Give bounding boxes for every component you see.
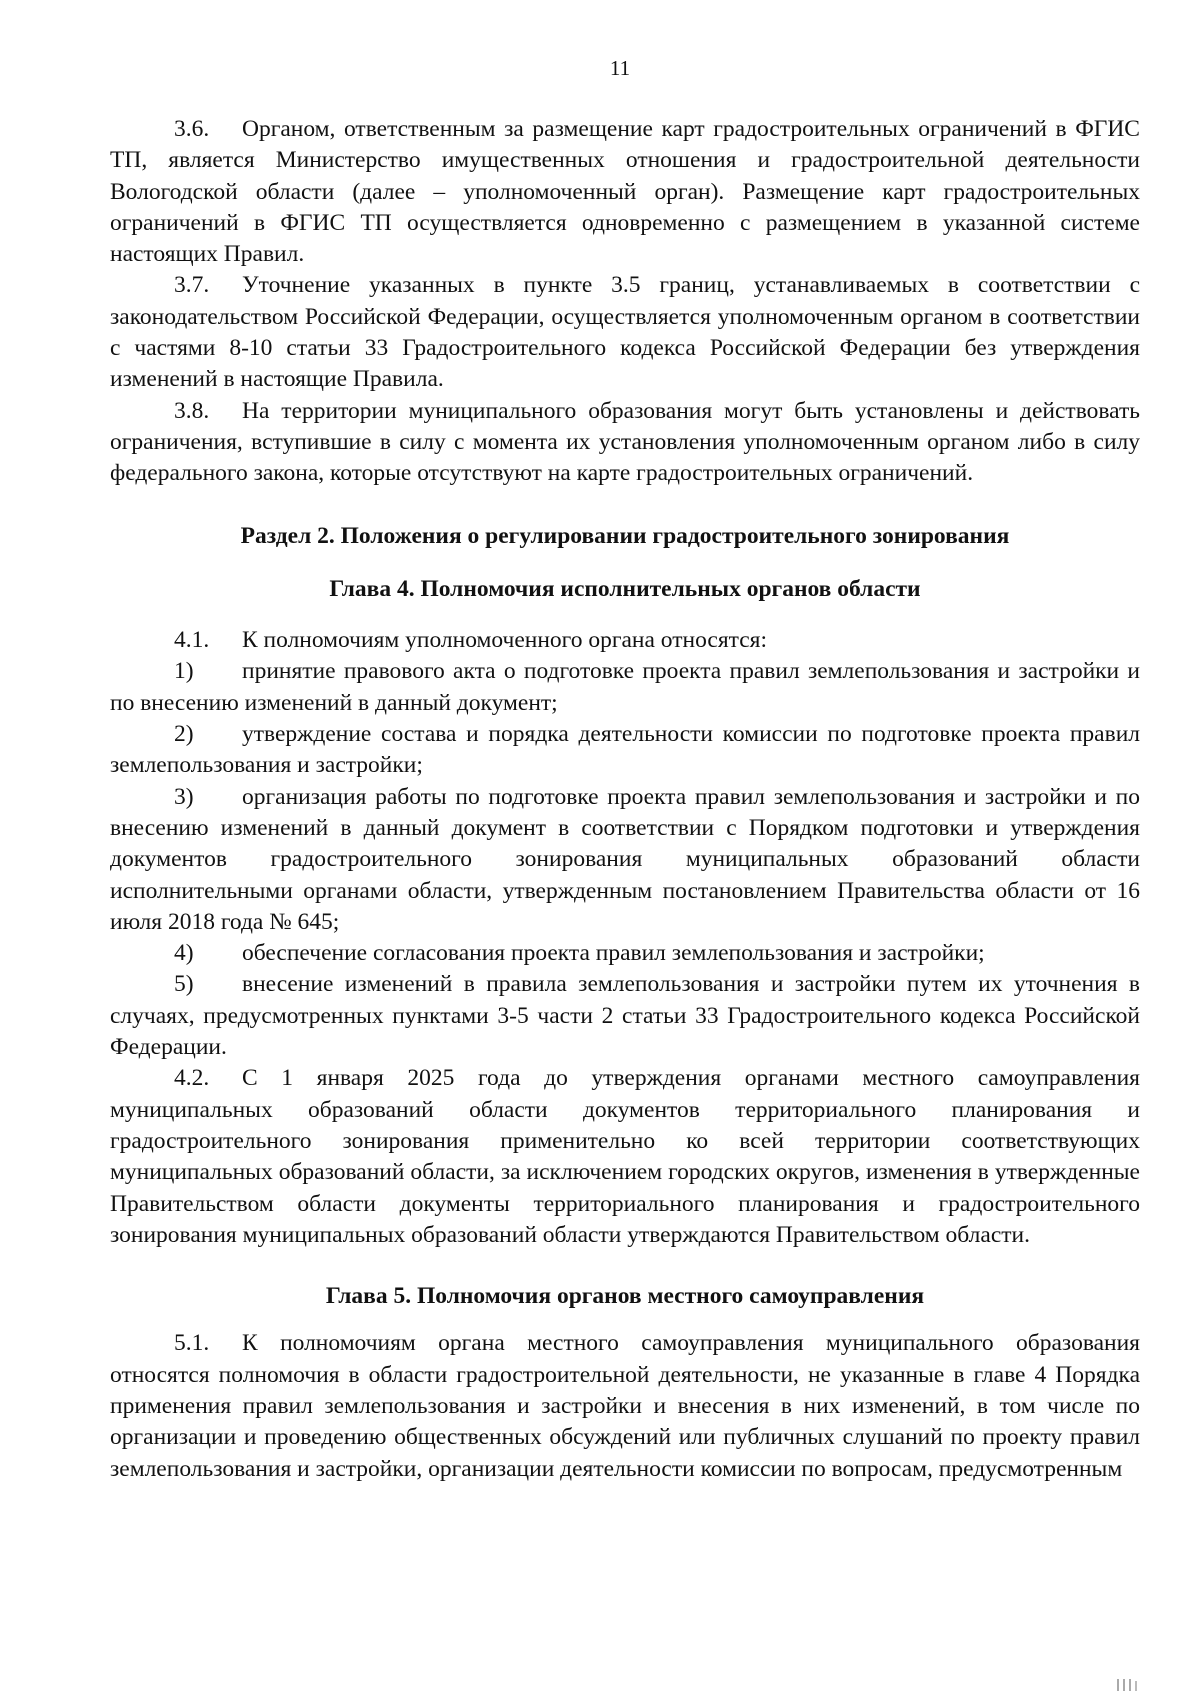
page-number: 11 (609, 56, 631, 80)
list-item-number: 5) (174, 971, 194, 998)
paragraph-number: 3.6. (174, 116, 210, 142)
list-item-number: 3) (174, 783, 194, 810)
paragraph-3-8 (110, 396, 1140, 490)
paragraph-text: Уточнение указанных в пункте 3.5 границ, устанавливаемых в соответствии с законодательством Российской Федерации, осуществляется уполномоченным органом в соответствии с частями 8-10 статьи 33 Градостроительного кодекса Российской Федерации без утверждения изменений в настоящие Правила. (110, 272, 1140, 393)
paragraph-number: 3.8. (174, 397, 210, 424)
list-item-text: обеспечение согласования проекта правил землепользования и застройки; (242, 940, 985, 967)
paragraph-number: 5.1. (174, 1330, 210, 1357)
section-heading: Раздел 2. Положения о регулировании градостроительного зонирования (240, 522, 1010, 549)
paragraph-text: К полномочиям органа местного самоуправления муниципального образования относятся полномочия в области градостроительной деятельности, не указанные в главе 4 Порядка применения правил землепользования и застройки и внесения в них изменений, в том числе по организации и проведению общественных обсуждений или публичных слушаний по проекту правил землепользования и застройки, организации деятельности комиссии по вопросам, предусмотренным (110, 1330, 1140, 1482)
paragraph-text: На территории муниципального образования могут быть установлены и действовать ограничения, вступившие в силу с момента их установления уполномоченным органом либо в силу федерального закона, которые отсутствуют на карте градостроительных ограничений. (110, 397, 1140, 487)
list-item-5 (110, 969, 1140, 1063)
paragraph-number: 4.1. (174, 627, 210, 654)
list-item-3 (110, 782, 1140, 938)
document-body (110, 114, 1140, 1485)
paragraph-number: 4.2. (174, 1065, 210, 1092)
list-item-text: внесение изменений в правила землепользования и застройки путем их уточнения в случаях, предусмотренных пунктами 3-5 части 2 статьи 33 Градостроительного кодекса Российской Федерации. (110, 971, 1140, 1061)
list-item-number: 4) (174, 940, 194, 967)
scan-marks (1114, 1677, 1144, 1691)
paragraph-3-7 (110, 270, 1140, 395)
paragraph-3-6 (110, 114, 1140, 270)
chapter-5-heading: Глава 5. Полномочия органов местного самоуправления (325, 1283, 925, 1310)
paragraph-text: С 1 января 2025 года до утверждения органами местного самоуправления муниципальных образований области документов территориального планирования и градостроительного зонирования применительно ко всей территории соответствующих муниципальных образований области, за исключением городских округов, изменения в утвержденные Правительством области документы территориального планирования и градостроительного зонирования муниципальных образований области утверждаются Правительством области. (110, 1065, 1140, 1248)
paragraph-5-1 (110, 1328, 1140, 1484)
chapter-4-heading: Глава 4. Полномочия исполнительных органов области (329, 575, 921, 602)
list-item-number: 2) (174, 721, 194, 748)
list-item-text: принятие правового акта о подготовке проекта правил землепользования и застройки и по внесению изменений в данный документ; (110, 658, 1140, 716)
list-item-2 (110, 719, 1140, 782)
paragraph-4-1 (110, 625, 1140, 656)
paragraph-number: 3.7. (174, 272, 210, 299)
list-item-text: утверждение состава и порядка деятельности комиссии по подготовке проекта правил землепользования и застройки; (110, 721, 1140, 779)
list-item-number: 1) (174, 658, 194, 685)
list-item-text: организация работы по подготовке проекта правил землепользования и застройки и по внесению изменений в данный документ в соответствии с Порядком подготовки и утверждения документов градостроительного зонирования муниципальных образований области исполнительными органами области, утвержденным постановлением Правительства области от 16 июля 2018 года № 645; (110, 783, 1140, 935)
list-item-4 (110, 938, 1140, 969)
list-item-1 (110, 656, 1140, 719)
paragraph-text: Органом, ответственным за размещение карт градостроительных ограничений в ФГИС ТП, является Министерство имущественных отношения и градостроительной деятельности Вологодской области (далее – уполномоченный орган). Размещение карт градостроительных ограничений в ФГИС ТП осуществляется одновременно с размещением в указанной системе настоящих Правил. (110, 116, 1140, 268)
paragraph-text: К полномочиям уполномоченного органа относятся: (242, 627, 767, 654)
paragraph-4-2 (110, 1063, 1140, 1251)
